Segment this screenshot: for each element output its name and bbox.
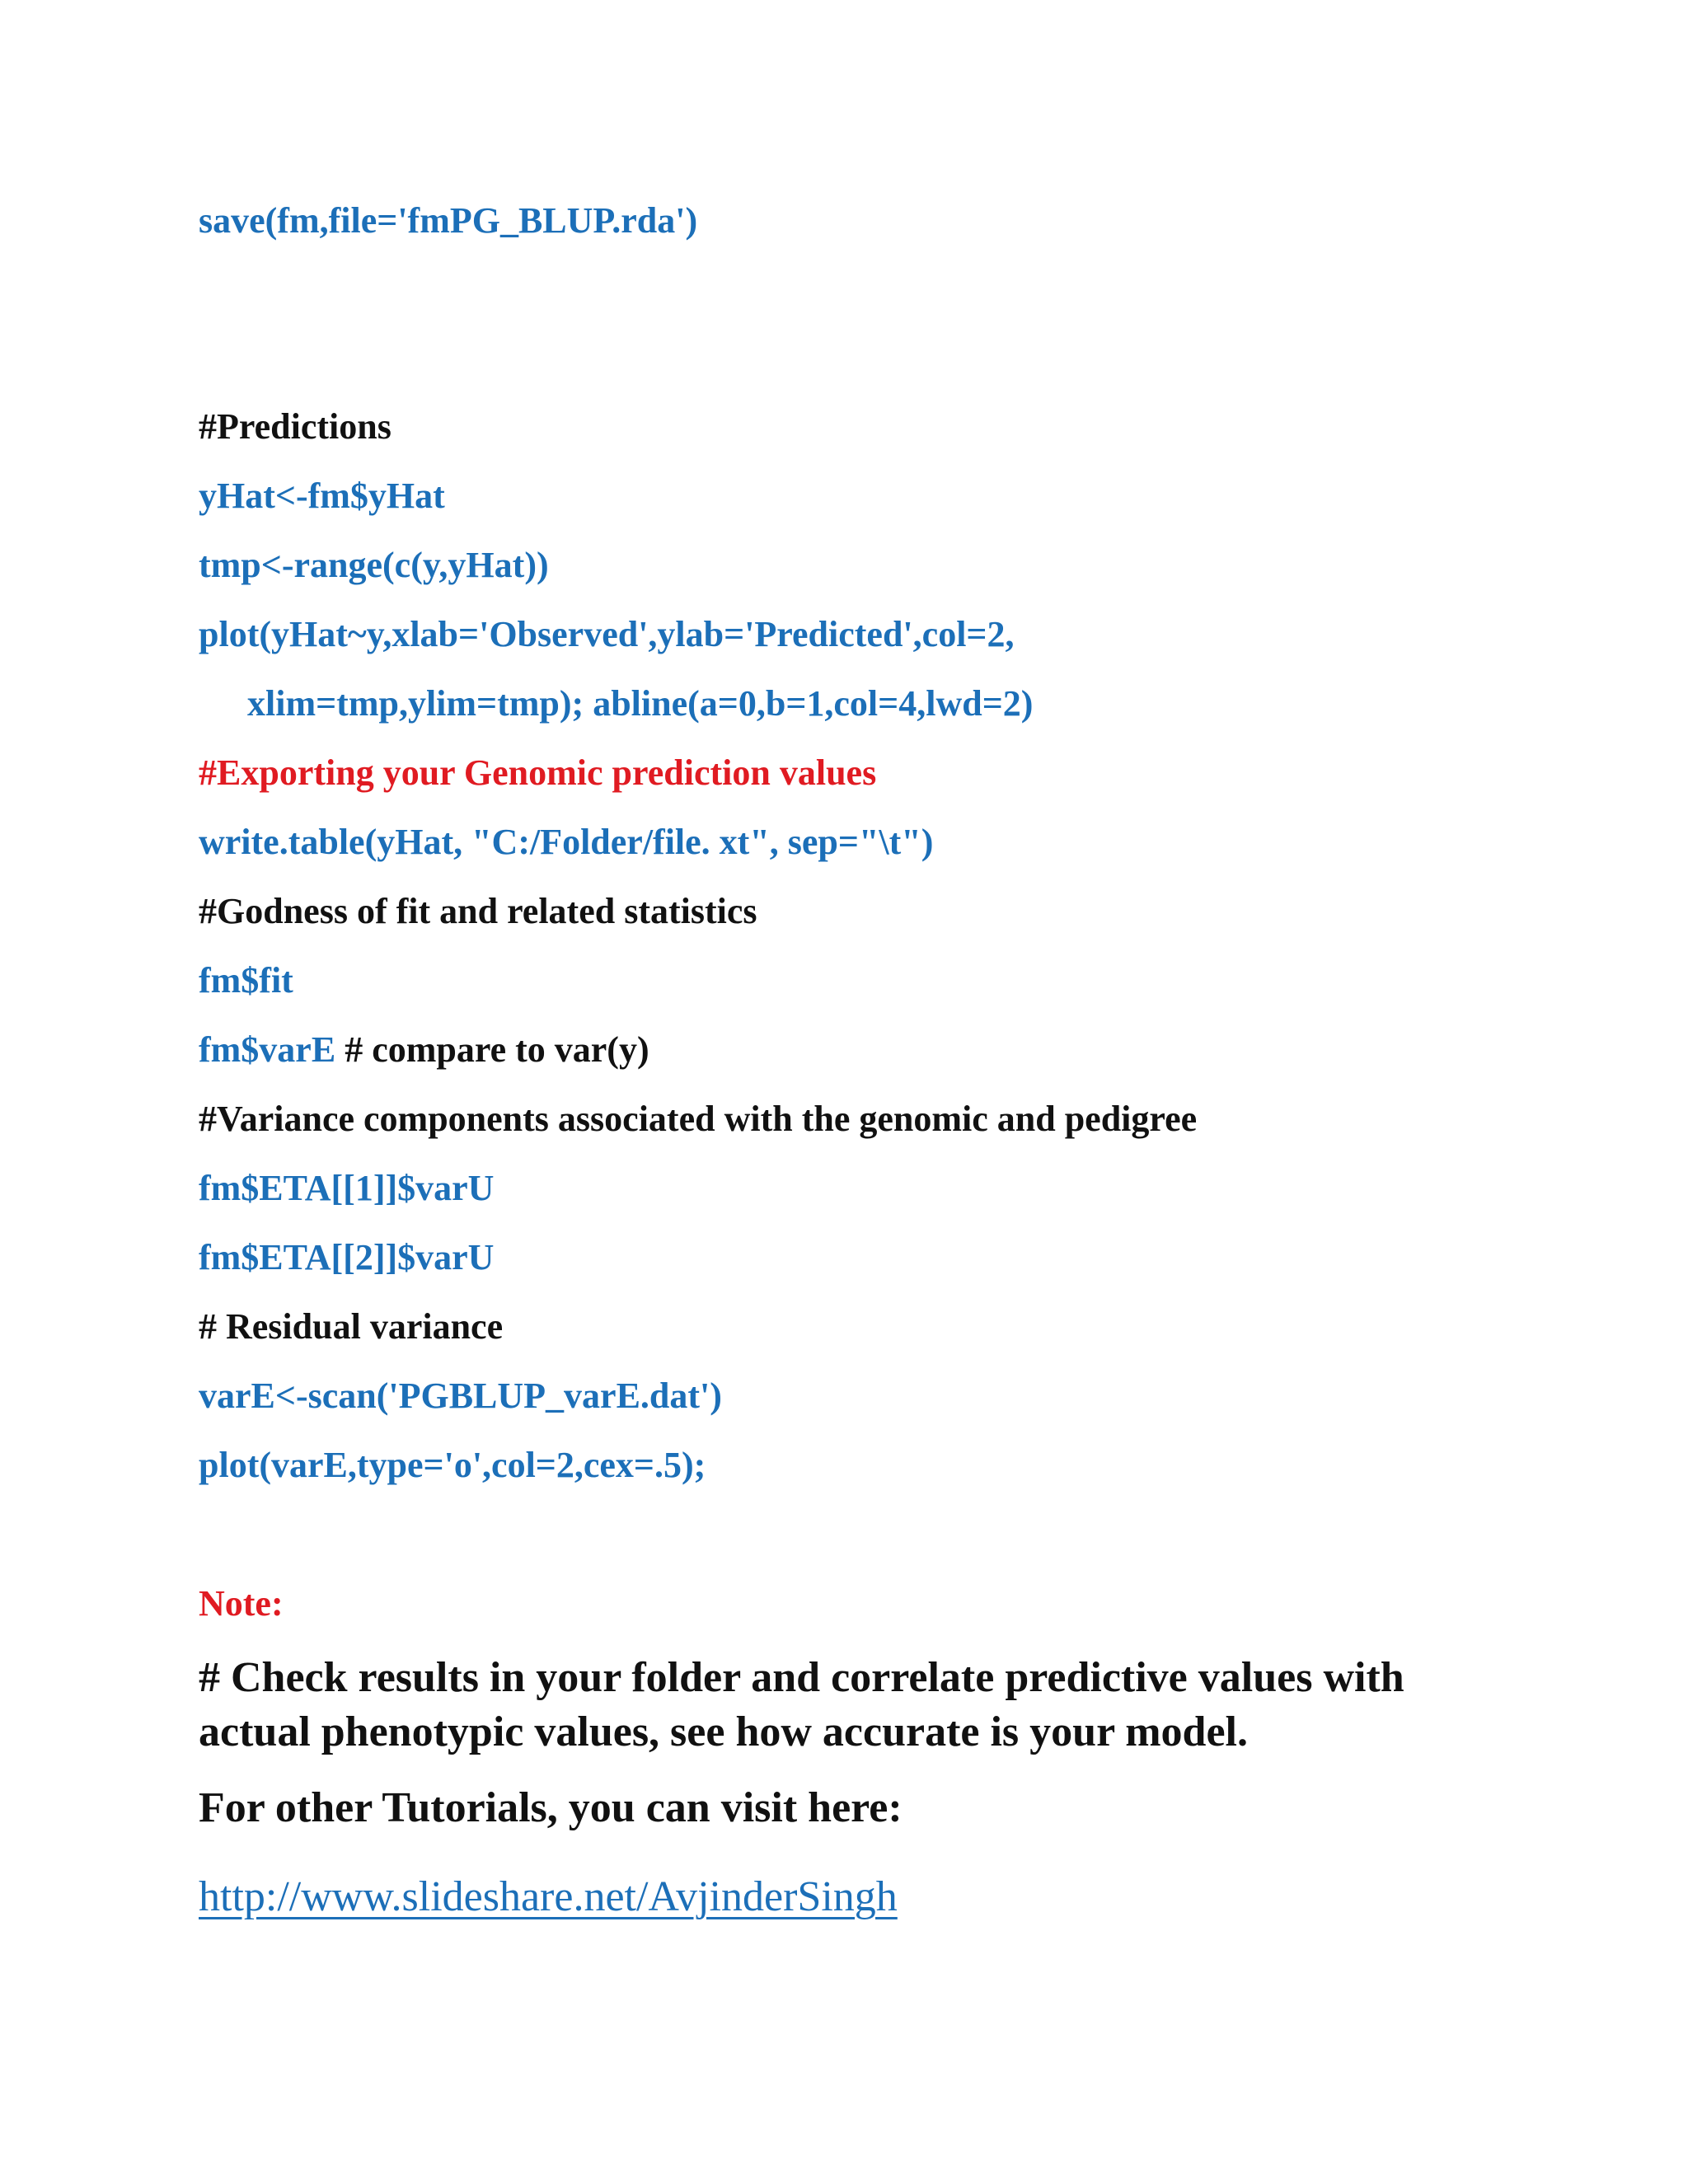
code-line-plot-yhat: plot(yHat~y,xlab='Observed',ylab='Predicted',col=2,: [199, 614, 1015, 654]
code-line-xlim-abline: xlim=tmp,ylim=tmp); abline(a=0,b=1,col=4,lwd=2): [247, 683, 1034, 724]
comment-variance-components: #Variance components associated with the genomic and pedigree: [199, 1099, 1198, 1139]
code-line-plot-vare: plot(varE,type='o',col=2,cex=.5);: [199, 1445, 706, 1485]
code-line-eta-2: fm$ETA[[2]]$varU: [199, 1237, 495, 1277]
note-label: Note:: [199, 1583, 284, 1624]
comment-residual-variance: # Residual variance: [199, 1306, 504, 1347]
note-line-1: # Check results in your folder and correlate predictive values with: [199, 1654, 1404, 1701]
code-line-save: save(fm,file='fmPG_BLUP.rda'): [199, 200, 698, 241]
comment-goodness-of-fit: #Godness of fit and related statistics: [199, 891, 757, 931]
slideshare-link[interactable]: http://www.slideshare.net/AvjinderSingh: [199, 1873, 898, 1920]
comment-predictions: #Predictions: [199, 406, 392, 447]
code-line-tmp-range: tmp<-range(c(y,yHat)): [199, 545, 549, 585]
code-line-fm-vare: [199, 1029, 649, 1070]
code-line-fm-fit: fm$fit: [199, 960, 293, 1001]
code-line-vare-scan: varE<-scan('PGBLUP_varE.dat'): [199, 1376, 722, 1416]
code-fm-vare: fm$varE: [199, 1029, 336, 1070]
code-line-yhat: yHat<-fm$yHat: [199, 476, 445, 516]
comment-compare-var: # compare to var(y): [335, 1029, 649, 1070]
code-line-write-table: write.table(yHat, "C:/Folder/file. xt", sep="\t"): [199, 822, 934, 862]
note-line-2: actual phenotypic values, see how accurate is your model.: [199, 1708, 1248, 1755]
comment-exporting: #Exporting your Genomic prediction values: [199, 752, 877, 793]
tutorials-text: For other Tutorials, you can visit here:: [199, 1784, 903, 1831]
code-line-eta-1: fm$ETA[[1]]$varU: [199, 1168, 495, 1208]
